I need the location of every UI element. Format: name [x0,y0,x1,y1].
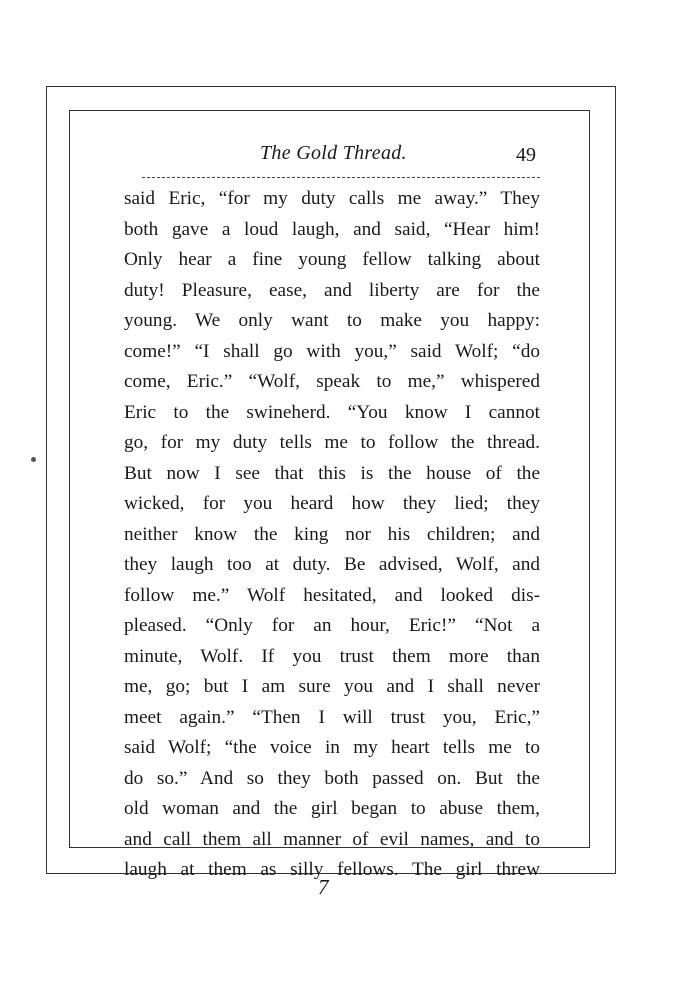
body-line: But now I see that this is the house of the [124,462,540,484]
body-line: follow me.” Wolf hesitated, and looked dis- [124,584,540,606]
page-number: 49 [516,144,536,166]
body-line: Only hear a fine young fellow talking about [124,249,540,270]
body-line: both gave a loud laugh, and said, “Hear him! [124,218,540,240]
body-line: me, go; but I am sure you and I shall never [124,676,540,697]
body-line: pleased. “Only for an hour, Eric!” “Not a [124,615,540,636]
body-line: old woman and the girl began to abuse them, [124,798,540,819]
body-line: do so.” And so they both passed on. But the [124,767,540,789]
body-line: and call them all manner of evil names, and to [124,828,540,850]
body-line: said Wolf; “the voice in my heart tells me to [124,737,540,758]
running-head [142,142,542,172]
body-text [124,184,540,886]
body-line: go, for my duty tells me to follow the thread. [124,432,540,453]
body-line: they laugh too at duty. Be advised, Wolf, and [124,554,540,575]
body-line: neither know the king nor his children; and [124,523,540,545]
body-line: young. We only want to make you happy: [124,310,540,331]
body-line: come!” “I shall go with you,” said Wolf; “do [124,340,540,362]
signature-mark: 7 [318,875,329,899]
body-line: duty! Pleasure, ease, and liberty are for the [124,279,540,301]
body-line: Eric to the swineherd. “You know I cannot [124,401,540,423]
body-line: laugh at them as silly fellows. The girl threw [124,859,540,880]
running-title: The Gold Thread. [260,142,407,164]
body-line: come, Eric.” “Wolf, speak to me,” whispered [124,371,540,392]
ink-speck [31,457,36,462]
body-line: meet again.” “Then I will trust you, Eric,” [124,706,540,728]
body-line: minute, Wolf. If you trust them more than [124,645,540,667]
header-rule [142,177,540,178]
body-line: said Eric, “for my duty calls me away.” They [124,188,540,209]
body-line: wicked, for you heard how they lied; they [124,493,540,514]
